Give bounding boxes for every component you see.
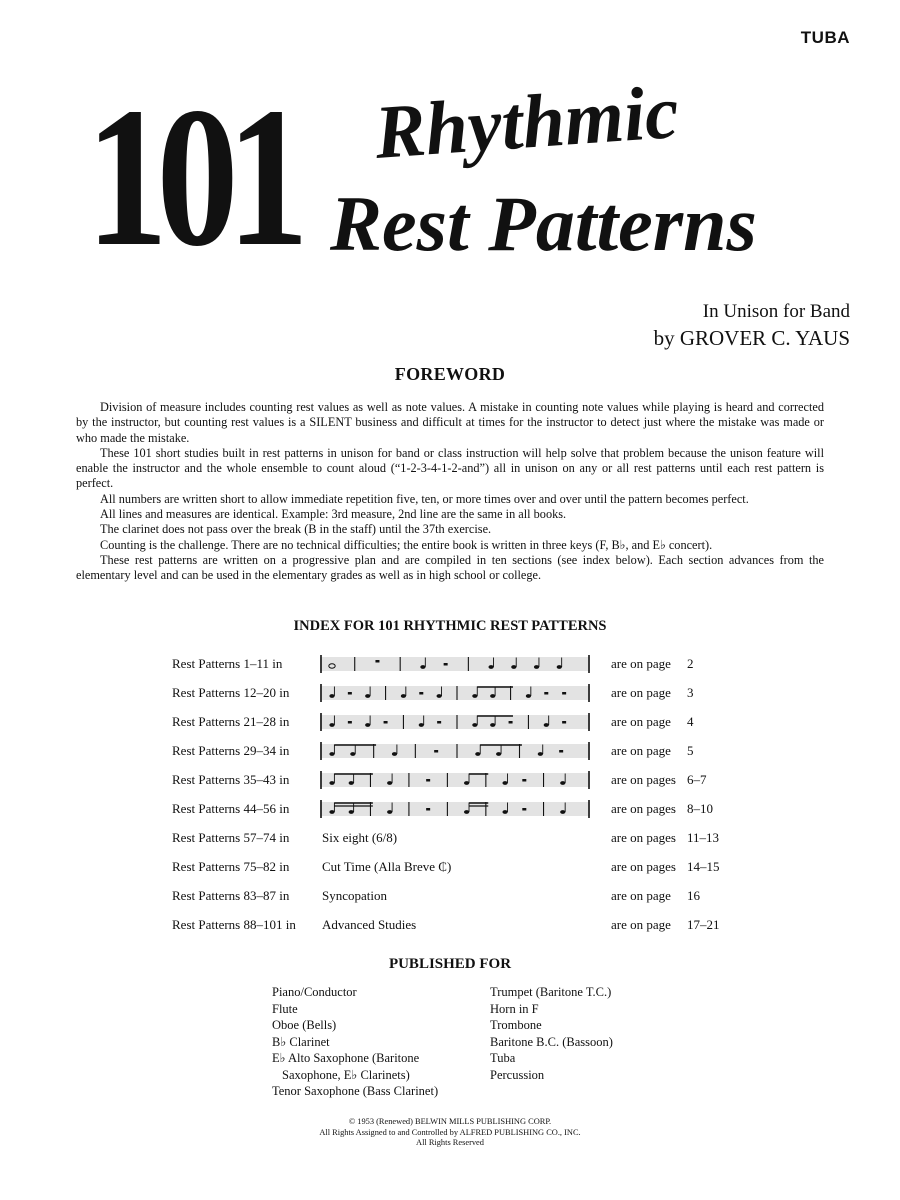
note-mark <box>526 694 531 698</box>
foreword-paragraph: All numbers are written short to allow immediate repetition five, ten, or more times over and over until the pattern becomes perfect. <box>100 491 749 506</box>
foreword-text <box>76 400 824 584</box>
index-row <box>172 770 832 790</box>
index-row <box>172 886 832 906</box>
index-pages: 16 <box>687 888 700 903</box>
note-mark <box>329 694 334 698</box>
staff-band <box>320 686 590 700</box>
rest-mark <box>559 750 563 753</box>
rhythm-staff-icon <box>320 683 590 703</box>
published-item: Piano/Conductor <box>272 985 357 999</box>
published-item: Horn in F <box>490 1001 539 1016</box>
rhythm-staff-icon <box>320 741 590 761</box>
note-mark <box>419 723 424 727</box>
published-item: Trombone <box>490 1018 542 1032</box>
foreword-paragraph: The clarinet does not pass over the break (B in the staff) until the 37th exercise. <box>100 522 492 537</box>
index-range: Rest Patterns 83–87 in <box>172 888 290 903</box>
rest-mark <box>426 808 430 811</box>
rest-mark <box>384 721 388 724</box>
copyright-line: © 1953 (Renewed) BELWIN MILLS PUBLISHING CORP. <box>348 1117 552 1126</box>
foreword-paragraph: Counting is the challenge. There are no technical difficulties; the entire book is written in three keys (F, B♭, and E♭ concert). <box>100 537 713 552</box>
published-item: Tuba <box>490 1051 516 1065</box>
index-where: are on page <box>611 743 671 758</box>
note-mark <box>496 752 501 756</box>
note-mark <box>349 810 354 814</box>
published-heading: PUBLISHED FOR <box>388 956 512 972</box>
index-range: Rest Patterns 57–74 in <box>172 830 290 845</box>
index-where: are on pages <box>611 772 676 787</box>
rest-mark <box>509 721 513 724</box>
index-where: are on page <box>611 888 671 903</box>
staff-band <box>320 773 590 787</box>
title-line-2: Rest Patterns <box>330 180 757 267</box>
index-pages: 2 <box>687 656 694 671</box>
index-range: Rest Patterns 12–20 in <box>172 685 290 700</box>
published-item: Oboe (Bells) <box>272 1018 337 1032</box>
index-row <box>172 799 832 819</box>
published-list-right <box>490 984 613 1083</box>
index-row <box>172 683 832 703</box>
note-mark <box>472 723 477 727</box>
rest-mark <box>426 779 430 782</box>
note-mark <box>560 810 565 814</box>
staff-band <box>320 744 590 758</box>
index-range: Rest Patterns 29–34 in <box>172 743 290 758</box>
rest-mark <box>444 663 448 666</box>
published-list-left <box>272 984 438 1100</box>
rest-mark <box>562 692 566 695</box>
published-item: Saxophone, E♭ Clarinets) <box>282 1067 410 1082</box>
index-heading: INDEX FOR 101 RHYTHMIC REST PATTERNS <box>293 618 607 634</box>
index-where: are on page <box>611 656 671 671</box>
note-mark <box>560 781 565 785</box>
staff-band <box>320 657 590 671</box>
note-mark <box>387 810 392 814</box>
published-item: B♭ Clarinet <box>272 1034 330 1049</box>
note-mark <box>534 665 539 669</box>
index-range: Rest Patterns 21–28 in <box>172 714 290 729</box>
note-mark <box>329 781 334 785</box>
subtitle <box>654 298 850 352</box>
note-mark <box>329 810 334 814</box>
index-range: Rest Patterns 88–101 in <box>172 917 296 932</box>
author-line: by GROVER C. YAUS <box>653 326 850 350</box>
note-mark <box>401 694 406 698</box>
note-mark <box>392 752 397 756</box>
foreword-heading: FOREWORD <box>394 364 506 384</box>
staff-band <box>320 715 590 729</box>
index-description: Six eight (6/8) <box>322 830 398 845</box>
note-mark <box>349 781 354 785</box>
foreword-paragraph: These 101 short studies built in rest patterns in unison for band or class instruction will help solve that problem because the unison feature will enable the instructor and the whole ensemble to count aloud (“1-2-3-4-1-2-and”) all in unison on any or all rest patterns until each rest pattern is perfect. <box>76 445 824 491</box>
title-line-1: Rhythmic <box>372 69 682 175</box>
note-mark <box>502 810 507 814</box>
note-mark <box>502 781 507 785</box>
rest-mark <box>348 721 352 724</box>
published-item: Percussion <box>490 1067 545 1082</box>
index-where: are on page <box>611 917 671 932</box>
rest-mark <box>419 692 423 695</box>
index-where: are on page <box>611 685 671 700</box>
index-where: are on pages <box>611 859 676 874</box>
note-mark <box>490 723 495 727</box>
index-range: Rest Patterns 44–56 in <box>172 801 290 816</box>
index-range: Rest Patterns 75–82 in <box>172 859 290 874</box>
index-row <box>172 741 832 761</box>
copyright-notice <box>0 1117 900 1149</box>
foreword-paragraph: Division of measure includes counting rest values as well as note values. A mistake in counting note values while playing is heard and corrected by the instructor, but counting rest values is a SILENT business and difficult at times for the instructor to detect just where the mistake was made or who made the mistake. <box>76 400 824 445</box>
note-mark <box>511 665 516 669</box>
instrument-label: TUBA <box>800 28 850 47</box>
note-mark <box>329 752 334 756</box>
note-mark <box>490 694 495 698</box>
copyright-line: All Rights Reserved <box>416 1138 484 1147</box>
foreword-paragraph: All lines and measures are identical. Example: 3rd measure, 2nd line are the same in all books. <box>100 507 567 522</box>
note-mark <box>437 694 442 698</box>
rest-mark <box>437 721 441 724</box>
rhythm-staff-icon <box>320 712 590 732</box>
rest-mark <box>562 721 566 724</box>
note-mark <box>544 723 549 727</box>
note-mark <box>420 665 425 669</box>
index-row <box>172 857 832 877</box>
index-pages: 8–10 <box>687 801 713 816</box>
index-range: Rest Patterns 35–43 in <box>172 772 290 787</box>
index-row <box>172 712 832 732</box>
index-range: Rest Patterns 1–11 in <box>172 656 283 671</box>
rhythm-staff-icon <box>320 654 590 674</box>
index-where: are on page <box>611 714 671 729</box>
foreword-paragraph: These rest patterns are written on a progressive plan and are compiled in ten sections (see index below). Each section advances from the elementary level and can be used in the elementary grades as well as in high school or college. <box>76 552 824 583</box>
note-mark <box>464 810 469 814</box>
published-item: Trumpet (Baritone T.C.) <box>490 985 612 999</box>
note-mark <box>464 781 469 785</box>
subtitle-line-1: In Unison for Band <box>702 301 850 322</box>
note-mark <box>350 752 355 756</box>
published-item: Tenor Saxophone (Bass Clarinet) <box>272 1084 439 1098</box>
rest-mark <box>522 779 526 782</box>
index-where: are on pages <box>611 830 676 845</box>
note-mark <box>365 694 370 698</box>
note-mark <box>387 781 392 785</box>
index-pages: 17–21 <box>687 917 720 932</box>
note-mark <box>329 723 334 727</box>
index-pages: 14–15 <box>687 859 720 874</box>
note-mark <box>557 665 562 669</box>
index-description: Cut Time (Alla Breve ₵) <box>322 859 452 874</box>
rest-mark <box>544 692 548 695</box>
index-description: Advanced Studies <box>322 917 417 932</box>
published-item: Flute <box>272 1001 298 1016</box>
index-description: Syncopation <box>322 888 387 903</box>
index-row <box>172 654 832 674</box>
rhythm-staff-icon <box>320 799 590 819</box>
rest-mark <box>522 808 526 811</box>
index-pages: 3 <box>687 685 694 700</box>
rest-mark <box>348 692 352 695</box>
published-item: E♭ Alto Saxophone (Baritone <box>272 1051 420 1065</box>
rest-mark <box>375 660 379 663</box>
note-mark <box>538 752 543 756</box>
published-item: Baritone B.C. (Bassoon) <box>490 1034 613 1049</box>
index-pages: 11–13 <box>687 830 720 845</box>
index-row <box>172 828 832 848</box>
note-mark <box>475 752 480 756</box>
rest-mark <box>434 750 438 753</box>
staff-band <box>320 802 590 816</box>
index-row <box>172 915 832 935</box>
index-pages: 4 <box>687 714 694 729</box>
title-number: 101 <box>86 67 298 288</box>
index-pages: 5 <box>687 743 694 758</box>
copyright-line: All Rights Assigned to and Controlled by ALFRED PUBLISHING CO., INC. <box>319 1127 581 1137</box>
rhythm-staff-icon <box>320 770 590 790</box>
index-where: are on pages <box>611 801 676 816</box>
note-mark <box>365 723 370 727</box>
note-mark <box>472 694 477 698</box>
note-mark <box>488 665 493 669</box>
index-pages: 6–7 <box>687 772 707 787</box>
